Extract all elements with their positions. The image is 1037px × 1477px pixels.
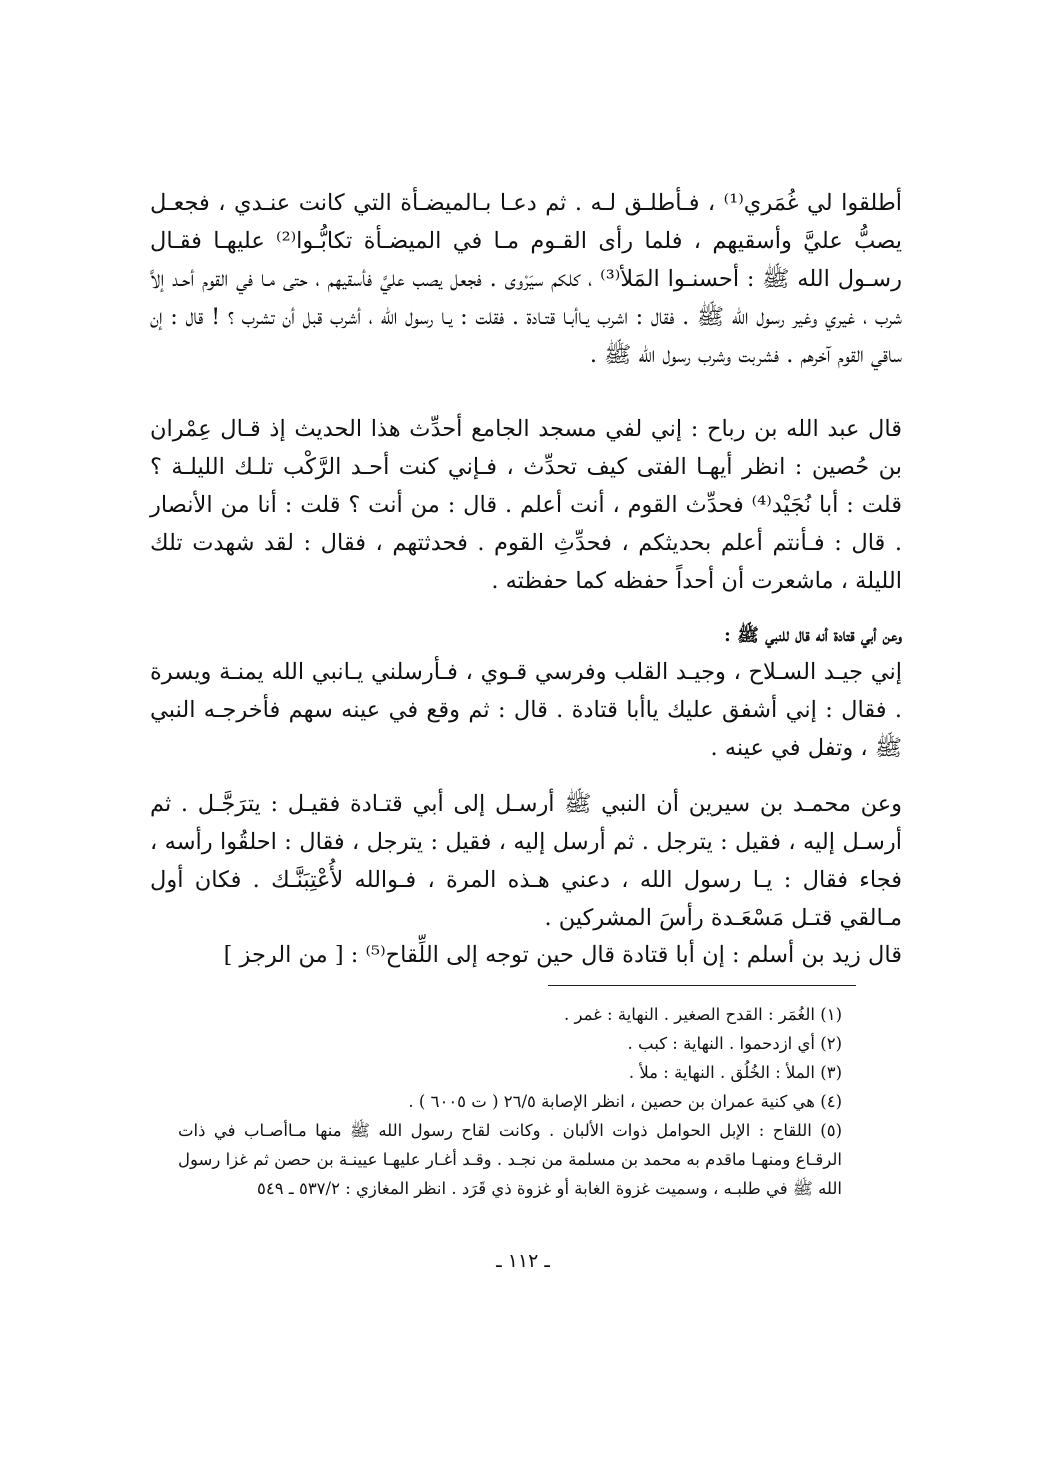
footnotes bbox=[178, 1000, 902, 1203]
body-paragraph-4 bbox=[150, 785, 902, 937]
paragraph-text: أطلقوا لي غُمَري⁽¹⁾ ، فـأطلـق لـه . ثم دعـا بـالميضـأة التي كانت عنـدي ، فجعـل يصبُّ عليَّ وأسقيهم ، فلما رأى القـوم مـا في الميضـأة تكابُّـوا⁽²⁾ عليهـا فقـال رسـول الله ﷺ : أحسنـوا المَلأ⁽³⁾ ، كلكم سيَرْوى . فجعل يصب عليَّ فأسقيهم ، حتى مـا في القوم أحـد إلاَّ شرب ، غيري وغير رسول الله ﷺ . فقال : اشرب يـاأبـا قتـادة . فقلت : يـا رسول الله ، أشرب قبل أن تشرب ؟ ! قال : إن ساقي القوم آخرهم . فشربت وشرب رسول الله ﷺ . bbox=[150, 190, 902, 368]
footnote-2: (٢) أي ازدحموا . النهاية : كبب . bbox=[627, 1034, 842, 1053]
paragraph-text: قال زيد بن أسلم : إن أبا قتادة قال حين توجه إلى اللِّقاح⁽⁵⁾ : [ من الرجز ] bbox=[223, 942, 902, 968]
footnote-4: (٤) هي كنية عمران بن حصين ، انظر الإصابة ٢٦/٥ ( ت ٦٠٠٥ ) . bbox=[408, 1092, 842, 1111]
body-paragraph-1 bbox=[150, 184, 902, 374]
page-number: ـ ١١٢ ـ bbox=[496, 1250, 550, 1272]
body-paragraph-3-intro bbox=[150, 617, 902, 655]
body-paragraph-3 bbox=[150, 653, 902, 767]
footnote-1: (١) الغُمَر : القدح الصغير . النهاية : غمر . bbox=[564, 1005, 842, 1024]
paragraph-text: إني جيـد السـلاح ، وجيـد القلب وفرسي قـوي ، فـأرسلني يـانبي الله يمنـة ويسرة . فقال : إني أشفق عليك ياأبا قتادة . قال : ثم وقع في عينه سهم فأخرجـه النبي ﷺ ، وتفل في عينه . bbox=[150, 659, 902, 761]
footnote-3: (٣) الملأ : الخُلُق . النهاية : ملأ . bbox=[628, 1063, 842, 1082]
footnote-divider bbox=[548, 985, 856, 986]
body-paragraph-2 bbox=[150, 410, 902, 600]
body-paragraph-5 bbox=[150, 936, 902, 974]
paragraph-text: قال عبد الله بن رباح : إني لفي مسجد الجامع أحدِّث هذا الحديث إذ قـال عِمْران بن حُصين : انظر أيهـا الفتى كيف تحدِّث ، فـإني كنت أحـد الرَّكْب تلـك الليلـة ؟ قلت : أبا نُجَيْد⁽⁴⁾ فحدِّث القوم ، أنت أعلم . قال : من أنت ؟ قلت : أنا من الأنصار . قال : فـأنتم أعلم بحديثكم ، فحدِّثِ القوم . فحدثتهم ، فقال : لقد شهدت تلك الليلة ، ماشعرت أن أحداً حفظه كما حفظته . bbox=[150, 416, 902, 594]
paragraph-text: وعن محمـد بن سيرين أن النبي ﷺ أرسـل إلى أبي قتـادة فقيـل : يترَجَّـل . ثم أرسـل إليه ، فقيل : يترجل . ثم أرسل إليه ، فقيل : يترجل ، فقال : احلقُوا رأسه ، فجاء فقال : يـا رسول الله ، دعني هـذه المرة ، فـوالله لأُعْتِبَنَّـك . فكان أول مـالقي قتـل مَسْعَـدة رأسَ المشركين . bbox=[150, 791, 902, 931]
footnote-5: (٥) اللقاح : الإبل الحوامل ذوات الألبان . وكانت لقاح رسول الله ﷺ منها مـاأصـاب في ذات الرقـاع ومنهـا ماقدم به محمد بن مسلمة من نجـد . وقـد أغـار عليهـا عيينـة بن حصن ثم غزا رسول الله ﷺ في طلبـه ، وسميت غزوة الغابة أو غزوة ذي قَرَد . انظر المغازي : ٥٣٧/٢ ـ ٥٤٩ bbox=[178, 1121, 842, 1198]
paragraph-heading: وعن أبي قتادة أنه قال للنبي ﷺ : bbox=[724, 625, 902, 646]
